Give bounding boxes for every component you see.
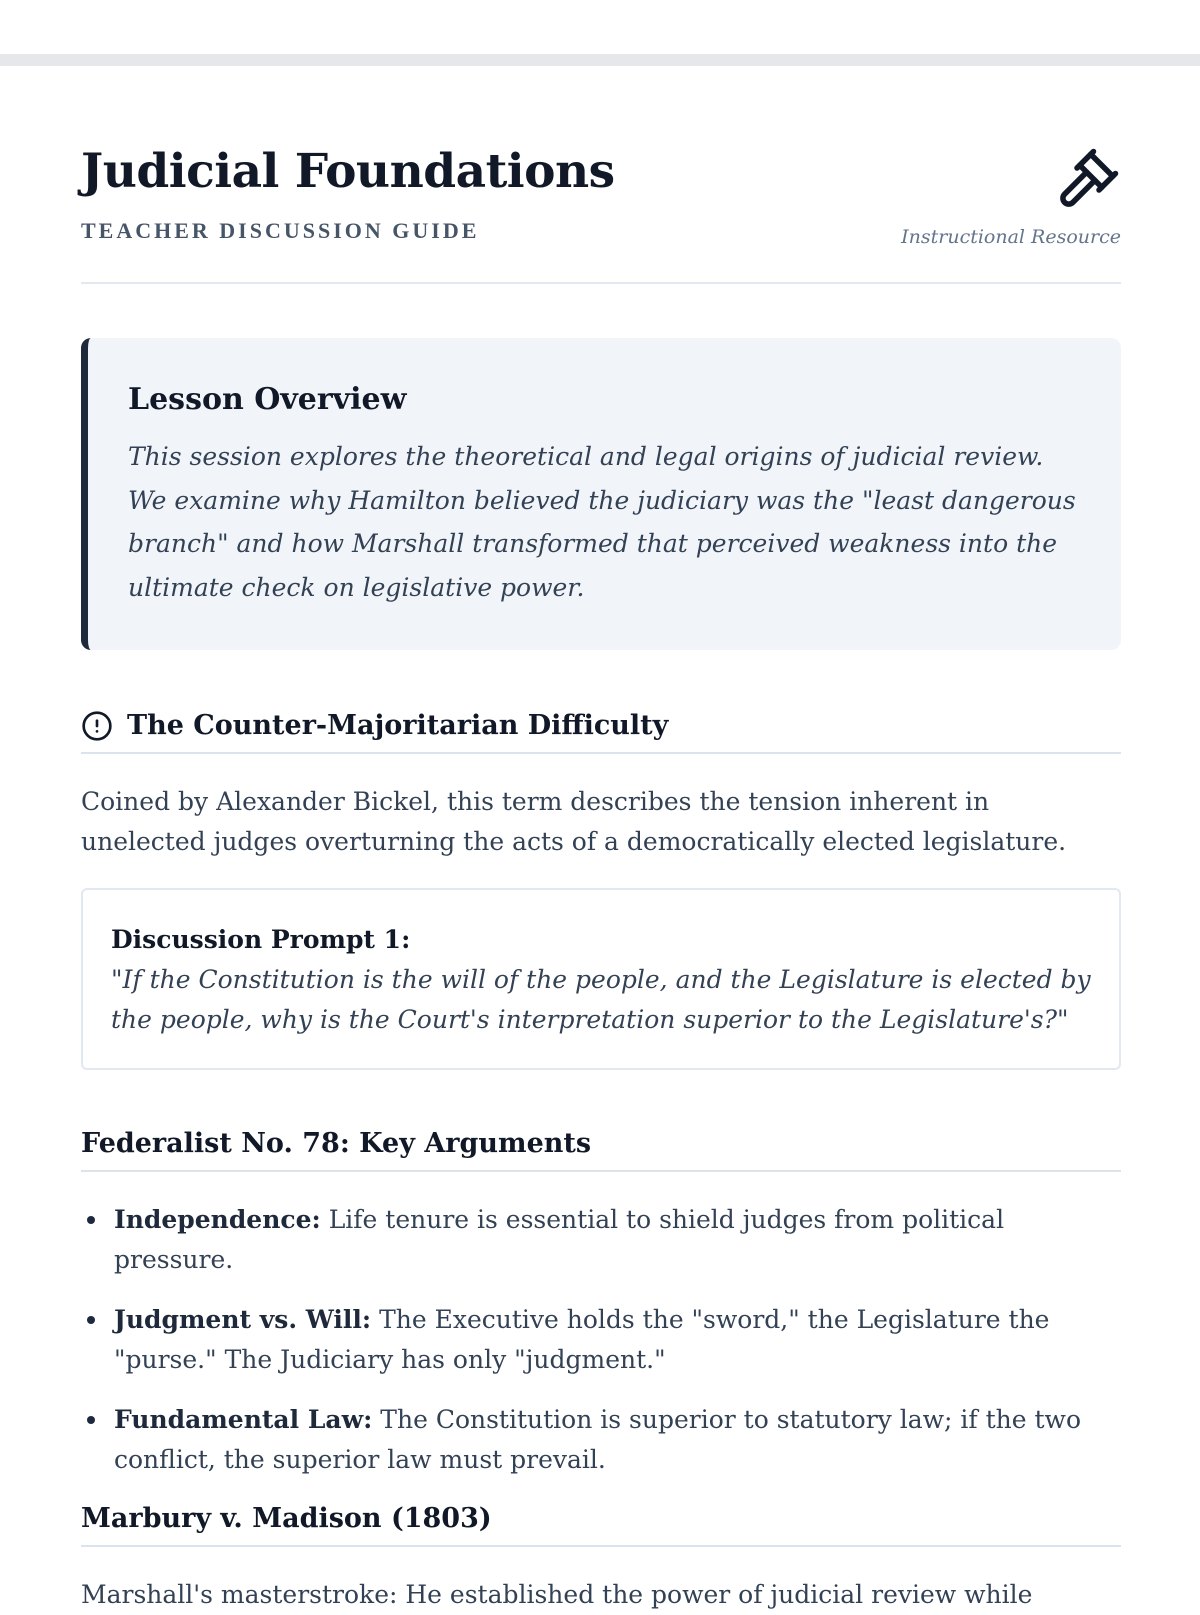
argument-text: The Executive holds the "sword," the Legislature the "purse." The Judiciary has only "judgment."	[114, 1305, 1050, 1374]
prompt-text: "If the Constitution is the will of the people, and the Legislature is elected by the people, why is the Court's interpretation superior to the Legislature's?"	[111, 965, 1091, 1034]
section-text: Marshall's masterstroke: He established the power of judicial review while	[81, 1580, 1033, 1609]
argument-term: Judgment vs. Will:	[114, 1305, 372, 1334]
overview-text: This session explores the theoretical and legal origins of judicial review. We examine why Hamilton believed the judiciary was the "least dangerous branch" and how Marshall transformed that perceived weakness into the ultimate check on legislative power.	[128, 442, 1076, 602]
resource-label: Instructional Resource	[901, 226, 1121, 248]
gavel-icon	[1055, 146, 1121, 212]
top-stripe	[0, 54, 1200, 66]
prompt-label: Discussion Prompt 1:	[111, 925, 411, 954]
section-text: Coined by Alexander Bickel, this term describes the tension inherent in unelected judges overturning the acts of a democratically elected legislature.	[81, 787, 1067, 856]
argument-term: Independence:	[114, 1205, 321, 1234]
section-heading	[81, 710, 1121, 754]
federalist-section	[81, 1128, 1121, 1500]
section-title: Federalist No. 78: Key Arguments	[81, 1128, 592, 1159]
bullet	[87, 1416, 95, 1424]
bullet	[87, 1316, 95, 1324]
document-header	[81, 66, 1121, 284]
list-item	[81, 1200, 1121, 1280]
argument-term: Fundamental Law:	[114, 1405, 373, 1434]
bullet	[87, 1216, 95, 1224]
lesson-overview-panel	[81, 338, 1121, 650]
discussion-prompt-box	[81, 888, 1121, 1070]
alert-circle-icon	[81, 710, 113, 742]
overview-title: Lesson Overview	[128, 382, 407, 417]
argument-text: The Constitution is superior to statutory law; if the two conflict, the superior law must prevail.	[114, 1405, 1082, 1474]
list-item	[81, 1300, 1121, 1380]
section-heading	[81, 1503, 1121, 1547]
argument-text: Life tenure is essential to shield judges from political pressure.	[114, 1205, 1005, 1274]
section-heading	[81, 1128, 1121, 1172]
top-band	[0, 0, 1200, 54]
list-item	[81, 1400, 1121, 1480]
section-title: The Counter-Majoritarian Difficulty	[127, 710, 669, 741]
document-page	[81, 66, 1121, 1609]
arguments-list	[81, 1200, 1121, 1480]
document-subtitle: TEACHER DISCUSSION GUIDE	[81, 218, 480, 243]
counter-majoritarian-section	[81, 710, 1121, 1070]
marbury-section	[81, 1503, 1121, 1615]
section-title: Marbury v. Madison (1803)	[81, 1503, 492, 1534]
document-title: Judicial Foundations	[81, 144, 615, 199]
